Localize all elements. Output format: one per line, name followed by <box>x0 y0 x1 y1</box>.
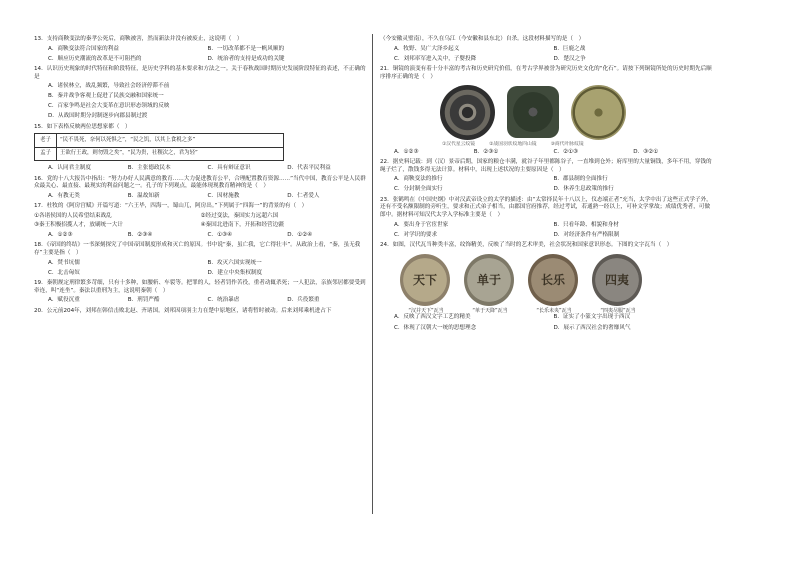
column-divider <box>372 34 373 514</box>
option-b: B．证实了小篆文字出现于西汉 <box>553 314 631 321</box>
option-a: A．要出身于官宦世家 <box>394 221 449 228</box>
question-14 <box>34 66 367 121</box>
eave-tile-image <box>400 254 450 306</box>
right-column <box>380 36 713 335</box>
option-a: A．有教无类 <box>48 192 80 199</box>
table-row <box>35 147 284 160</box>
option-c: C．统治暴虐 <box>207 297 240 304</box>
statement-item: ④秦国北进南下，开拓和经营边疆 <box>200 222 284 229</box>
image-caption: “长乐未央”瓦当 <box>536 307 572 314</box>
option-b: B．一切改革都不是一帆风顺的 <box>207 45 285 52</box>
image-caption: ①汉代星云纹镜 <box>442 142 476 148</box>
warring-states-mirror-image <box>507 86 559 138</box>
option-c: C．分封制全面实行 <box>394 186 443 193</box>
image-caption: ③商代叶脉纹镜 <box>550 142 584 148</box>
question-18 <box>34 242 367 277</box>
question-17 <box>34 203 367 239</box>
eave-tile-image <box>464 254 514 306</box>
eave-tile-image <box>592 254 642 306</box>
left-column <box>34 36 367 318</box>
quote-table <box>34 133 284 161</box>
question-20 <box>34 308 367 316</box>
option-c: C．①③④ <box>207 231 233 238</box>
image-caption: “汉并天下”瓦当 <box>408 307 444 314</box>
option-d: D．休养生息政策的推行 <box>553 186 614 193</box>
table-cell-quote: “民不畏死，奈何以死惧之”，“民之饥，以其上食税之多” <box>57 134 284 147</box>
option-c: C．北击匈奴 <box>48 269 80 276</box>
question-stem: 24．如图，汉代瓦当种类丰富，纹饰精美，反映了当时的艺术审美，社会状况和国家意识形态。下图的文字瓦当（ ） <box>380 242 673 249</box>
statement-item: ①各诸侯国的人民希望结束战乱 <box>34 212 112 219</box>
option-a: A．诸侯林立，战乱频繁，导致社会经济停滞不前 <box>48 83 170 90</box>
option-b: B．刑罚严酷 <box>127 297 160 304</box>
option-b: B．巨鹿之战 <box>553 45 586 52</box>
question-20-continued <box>380 36 713 63</box>
option-d: D．③②① <box>633 148 659 155</box>
option-b: B．温故知新 <box>127 192 160 199</box>
question-stem: 17．杜牧的《阿房宫赋》开篇写道：“六王毕，四海一，蜀山兀，阿房出。”下列属于“四海一”的背景的有（ ） <box>34 203 308 210</box>
option-b: B．②③④ <box>127 231 153 238</box>
statement-item: ③秦王积极招揽人才，放刷统一大计 <box>34 222 123 229</box>
option-d: D．对经济条件有严格限制 <box>553 231 620 238</box>
statement-list <box>34 213 367 230</box>
option-c: C．具有辩证意识 <box>207 165 251 172</box>
option-a: A．商鞅变法符合国家的利益 <box>48 45 119 52</box>
question-stem: 20．公元前204年，刘邦在韩信击败北赵、齐诸国。刘邦因项羽主力在楚中原地区，诸将暂时被动。后来刘邦乘机进占下 <box>34 307 332 314</box>
image-caption: ②战国羽状纹地四山镜 <box>489 142 537 148</box>
table-cell-speaker: 老子 <box>35 134 57 147</box>
option-a: A．赋役沉重 <box>48 297 80 304</box>
question-16 <box>34 176 367 201</box>
option-b: B．秦并战争客观上促进了民族交融和国家统一 <box>48 93 164 100</box>
image-caption: “四夷尽服”瓦当 <box>600 307 636 314</box>
option-d: D．展示了西汉社会的奢靡风气 <box>553 324 631 331</box>
han-mirror-image <box>440 85 495 140</box>
option-a: A．①②③ <box>394 148 419 155</box>
option-b: B．郡县制的全面推行 <box>553 176 608 183</box>
question-stem: 19．秦朝规定刑律繁多苛细，只有十多种，如腰斩、车裂等。把罪的人，轻者罚作苦役，重者动辄杀死；一人犯法，亲族邻居都要受到牵连，叫“连坐”。秦法以重刑为主，这说明秦朝（ ） <box>34 280 366 294</box>
option-a: A．反映了西汉文字工艺的精美 <box>394 314 471 321</box>
statement-item: ②经过变法，秦国实力远超六国 <box>200 212 279 219</box>
option-a: A．①②③ <box>48 231 73 238</box>
question-stem: 22．据史料记载：到（汉）景帝后期，国家的粮仓丰满，就谷子年里都陈谷子，一直堆到仓外；府库里的大量铜钱，多年不用，穿钱的绳子烂了，散钱多得无法计算。材料中，出现上述状况的主要原因是（ ） <box>380 159 712 173</box>
option-d: D．从战国时期分封制逐步向郡县制过渡 <box>48 113 148 120</box>
option-d: D．兵役繁重 <box>287 297 320 304</box>
tile-inscription: 单于 <box>476 272 501 287</box>
option-c: C．百家争鸣是社会大变革在意识形态领域的反映 <box>48 103 170 110</box>
bronze-mirror-images <box>440 85 713 140</box>
question-21 <box>380 66 713 156</box>
question-13 <box>34 36 367 63</box>
tile-inscription: 长乐 <box>540 272 565 287</box>
question-stem: 16．党的十八大报告中指出：“努力办好人民满意的教育……大力促进教育公平，合理配置教育资源……”当代中国，教育公平是人民群众最关心、最直接、最现实的利益问题之一。孔子的下列观点，最能体现现教育精神的是（ ） <box>34 175 366 190</box>
option-a: A．牧野、吴广大泽乡起义 <box>394 45 460 52</box>
question-stem: 15．如下表格反映两位思想家都（ ） <box>34 123 131 130</box>
option-b: B．只看年龄、相貌和身材 <box>553 221 619 228</box>
option-c: C．刘邦率军进入关中，子婴投降 <box>394 55 477 62</box>
question-stem: 14．认识历史现象的时代特征和阶段特征，是历史学科的基本要求和方法之一。关于春秋战国时期历史发展阶段特征的表述，不正确的是 <box>34 66 366 80</box>
question-19 <box>34 280 367 305</box>
option-b: B．②③① <box>473 148 499 155</box>
option-c: C．②①③ <box>553 148 579 155</box>
table-row <box>35 134 284 147</box>
option-c: C．体现了汉朝大一统的思想理念 <box>394 324 477 331</box>
question-22 <box>380 159 713 194</box>
table-cell-speaker: 孟子 <box>35 147 57 160</box>
shang-mirror-image <box>571 85 626 140</box>
option-b: B．攻灭六国实现统一 <box>207 259 262 266</box>
option-d: D．统治者的支持是成功的关键 <box>207 55 285 62</box>
eave-tile-image <box>528 254 578 306</box>
question-stem: （今安徽灵璧南），不久在乌江（今安徽和县东北）自杀。这段材料描写的是（ ） <box>380 36 585 42</box>
question-23 <box>380 197 713 239</box>
question-stem: 21．铜镜的演变有着十分丰富的考古和历史研究价值，在考古学界被誉为研究历史文化的“化石”。请按下列铜镜所处的历史时期先后顺序排序正确的是（ ） <box>380 66 712 80</box>
tile-inscription: 四夷 <box>604 272 629 287</box>
option-d: D．代表平民利益 <box>287 165 331 172</box>
question-24 <box>380 242 713 332</box>
option-c: C．对学识的要求 <box>394 231 438 238</box>
question-stem: 18．《帝国的终结》一书深刻探究了中国帝国制度形成和灭亡的原因。书中说“秦，虽亡我，它亡得壮丰”。从政治上看，“秦，虽无我存”主要是指（ ） <box>34 242 361 256</box>
option-d: D．楚汉之争 <box>553 55 586 62</box>
image-caption: “单于天降”瓦当 <box>472 307 508 314</box>
question-stem: 13．支持商鞅变法的秦孝公死后，商鞅被害，然而新法并没有被废止，这说明（ ） <box>34 36 243 42</box>
option-c: C．顺应历史潮流的改革是不可阻挡的 <box>48 55 142 62</box>
option-a: A．商鞅变法的推行 <box>394 176 443 183</box>
option-d: D．仁者爱人 <box>287 192 320 199</box>
question-15 <box>34 124 367 173</box>
option-a: A．焚书坑儒 <box>48 259 80 266</box>
eave-tile-images <box>400 254 713 306</box>
option-a: A．认同君主制度 <box>48 165 91 172</box>
option-d: D．①②④ <box>287 231 313 238</box>
option-b: B．主张德政民本 <box>127 165 171 172</box>
tile-inscription: 天下 <box>412 272 437 287</box>
option-d: D．建立中央集权制度 <box>207 269 263 276</box>
option-c: C．因材施教 <box>207 192 240 199</box>
table-cell-quote: 王欲行王政，则勿毁之矣”，“民为贵，社稷次之，君为轻” <box>57 147 284 160</box>
question-stem: 23．张鹤鸣在《中国史纲》中对汉武帝设立的太学的描述：由“太常择民年十八以上，仪态端正者”充当，太学中出了这些正式学子外，还有不受名额限制的旁听生，要求和正式弟子相当，由郡国官府推荐，经过考试，若通熟一经以上，可补文学掌故；成绩优秀者，可做郎中。据材料可知汉代太学入学标准主要是（ ） <box>380 196 712 219</box>
